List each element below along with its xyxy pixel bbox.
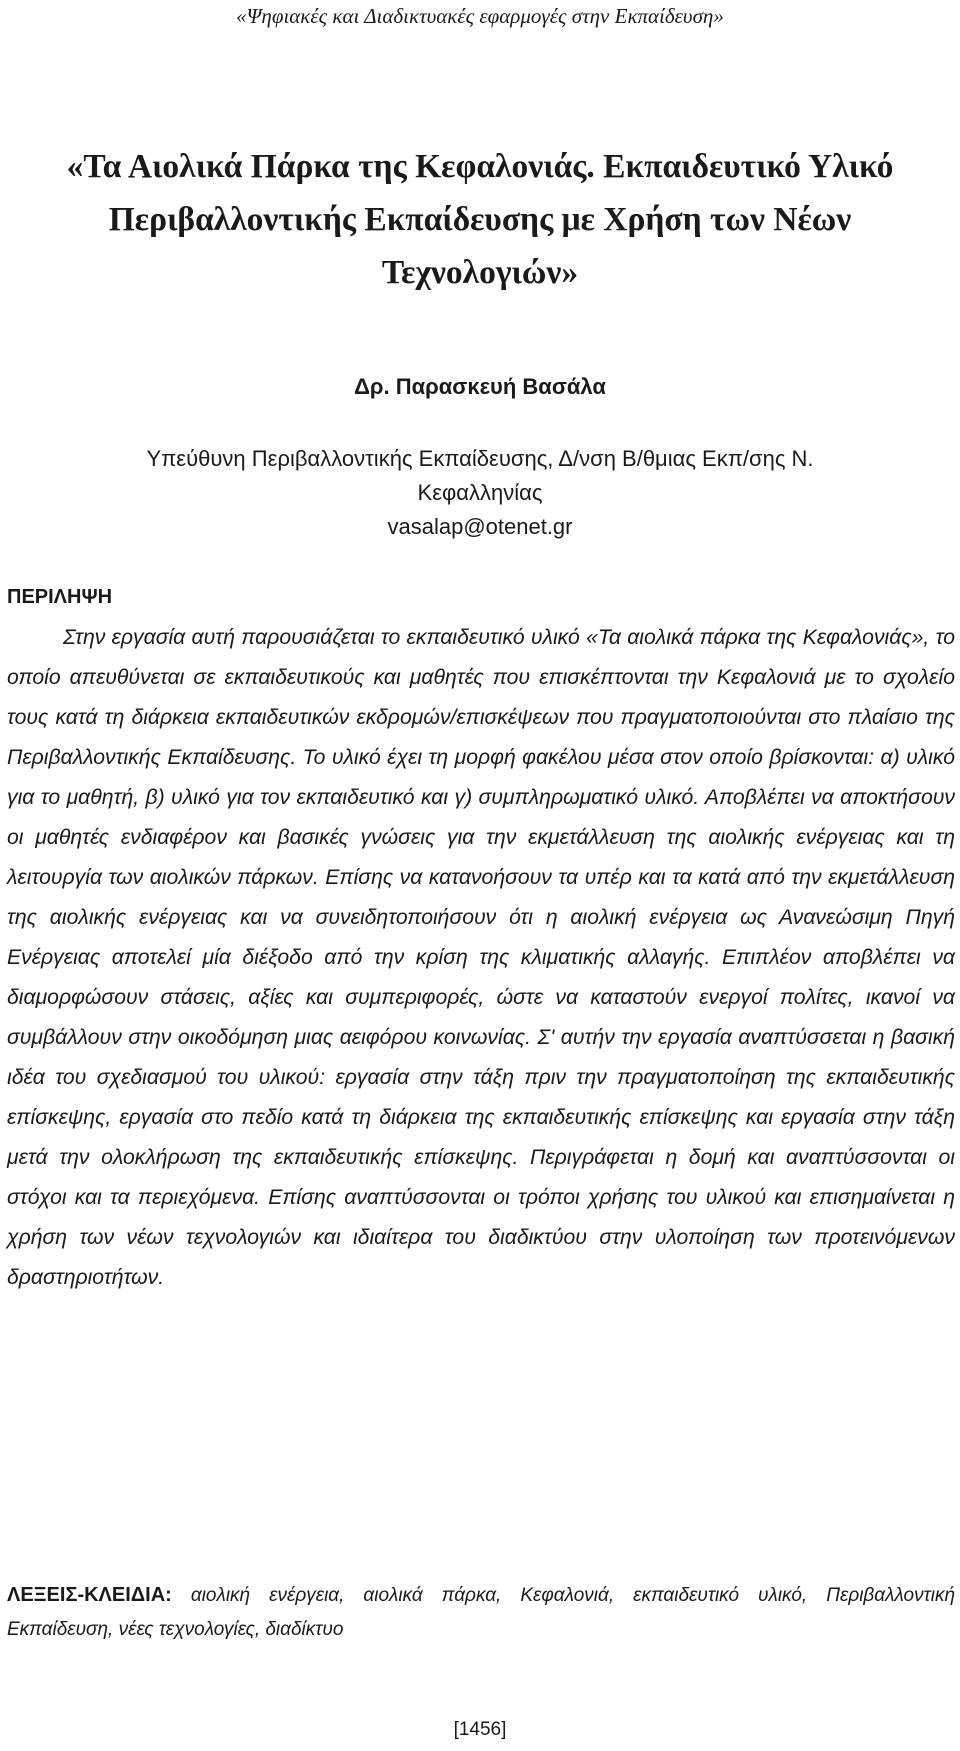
abstract-heading: ΠΕΡΙΛΗΨΗ xyxy=(7,586,113,608)
author-name: Δρ. Παρασκευή Βασάλα xyxy=(354,374,606,399)
keywords-list: αιολική ενέργεια, αιολικά πάρκα, Κεφαλονιά, εκπαιδευτικό υλικό, Περιβαλλοντική Εκπαίδευση, νέες τεχνολογίες, διαδίκτυο xyxy=(7,1585,955,1640)
keywords xyxy=(7,1578,955,1647)
author-affiliation: Υπεύθυνη Περιβαλλοντικής Εκπαίδευσης, Δ/νση Β/θμιας Εκπ/σης Ν. Κεφαλληνίας xyxy=(146,446,814,505)
author-email: vasalap@otenet.gr xyxy=(387,514,573,539)
paper-title: «Τα Αιολικά Πάρκα της Κεφαλονιάς. Εκπαιδευτικό Υλικό Περιβαλλοντικής Εκπαίδευσης με Χρήση των Νέων Τεχνολογιών» xyxy=(66,148,894,291)
running-header: «Ψηφιακές και Διαδικτυακές εφαρμογές στην Εκπαίδευση» xyxy=(236,4,724,28)
abstract-body: Στην εργασία αυτή παρουσιάζεται το εκπαιδευτικό υλικό «Τα αιολικά πάρκα της Κεφαλονιάς», το οποίο απευθύνεται σε εκπαιδευτικούς και μαθητές που επισκέπτονται την Κεφαλονιά με το σχολείο τους κατά τη διάρκεια εκπαιδευτικών εκδρομών/επισκέψεων που πραγματοποιούνται στο πλαίσιο της Περιβαλλοντικής Εκπαίδευσης. Το υλικό έχει τη μορφή φακέλου μέσα στον οποίο βρίσκονται: α) υλικό για το μαθητή, β) υλικό για τον εκπαιδευτικό και γ) συμπληρωματικό υλικό. Αποβλέπει να αποκτήσουν οι μαθητές ενδιαφέρον και βασικές γνώσεις για την εκμετάλλευση της αιολικής ενέργειας και τη λειτουργία των αιολικών πάρκων. Επίσης να κατανοήσουν τα υπέρ και τα κατά από την εκμετάλλευση της αιολικής ενέργειας και να συνειδητοποιήσουν ότι η αιολική ενέργεια ως Ανανεώσιμη Πηγή Ενέργειας αποτελεί μία διέξοδο από την κρίση της κλιματικής αλλαγής. Επιπλέον αποβλέπει να διαμορφώσουν στάσεις, αξίες και συμπεριφορές, ώστε να καταστούν ενεργοί πολίτες, ικανοί να συμβάλλουν στην οικοδόμηση μιας αειφόρου κοινωνίας. Σ' αυτήν την εργασία αναπτύσσεται η βασική ιδέα του σχεδιασμού του υλικού: εργασία στην τάξη πριν την πραγματοποίηση της εκπαιδευτικής επίσκεψης, εργασία στο πεδίο κατά τη διάρκεια της εκπαιδευτικής επίσκεψης και εργασία στην τάξη μετά την ολοκλήρωση της εκπαιδευτικής επίσκεψης. Περιγράφεται η δομή και αναπτύσσονται οι στόχοι και τα περιεχόμενα. Επίσης αναπτύσσονται οι τρόποι χρήσης του υλικού και επισημαίνεται η χρήση των νέων τεχνολογιών και ιδιαίτερα του διαδικτύου στην υλοποίηση των προτεινόμενων δραστηριοτήτων. xyxy=(7,626,955,1289)
keywords-label: ΛΕΞΕΙΣ-ΚΛΕΙΔΙΑ: xyxy=(7,1584,172,1606)
page-number: [1456] xyxy=(453,1719,507,1740)
